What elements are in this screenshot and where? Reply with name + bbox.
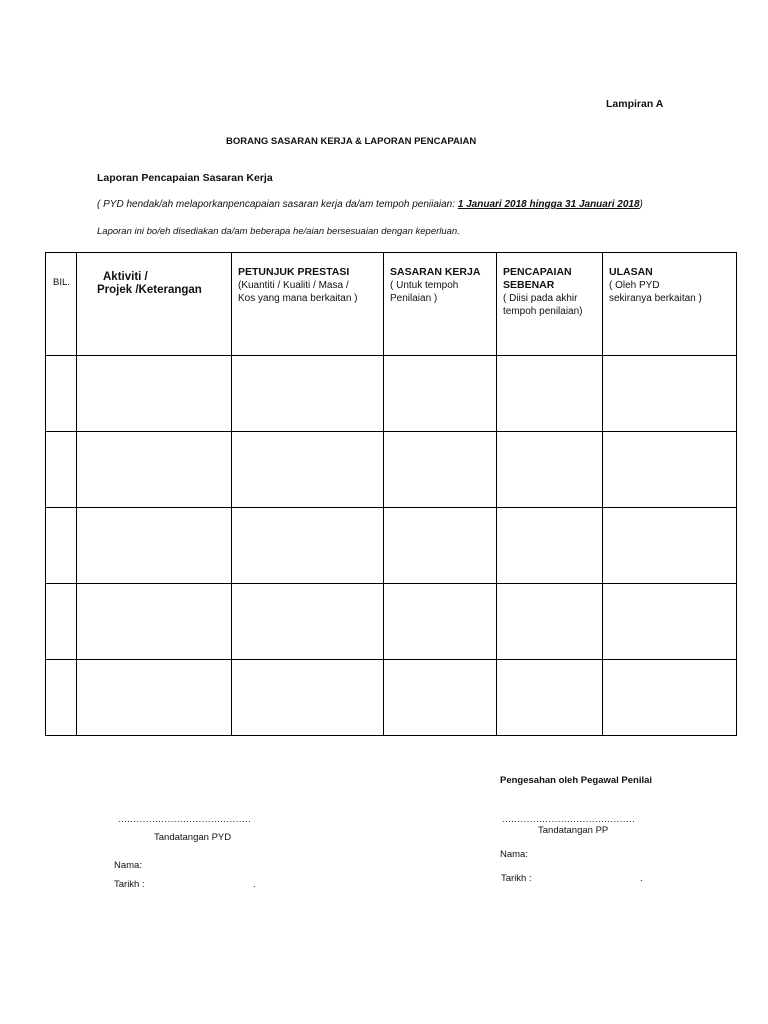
table-row [46, 432, 737, 508]
cell-pencapaian [497, 356, 603, 432]
cell-sasaran [384, 356, 497, 432]
cell-ulasan [603, 660, 737, 736]
cell-petunjuk [232, 508, 384, 584]
signature-label-pp: Tandatangan PP [538, 825, 609, 836]
col-pencapaian-title2: SEBENAR [503, 279, 555, 291]
sheets-note: Laporan ini bo/eh disediakan da/am beberapa he/aian bersesuaian dengan keperluan. [97, 226, 460, 237]
cell-pencapaian [497, 508, 603, 584]
cell-petunjuk [232, 584, 384, 660]
col-bil: BIL. [46, 253, 77, 356]
table-row [46, 584, 737, 660]
col-aktiviti-line2: Projek /Keterangan [97, 284, 202, 296]
instruction-prefix: ( PYD hendak/ah melaporkanpencapaian sasaran kerja da/am tempoh peniiaian: [97, 199, 458, 210]
table-row [46, 508, 737, 584]
approval-heading: Pengesahan oleh Pegawal Penilai [500, 775, 653, 786]
col-ulasan-title: ULASAN [609, 266, 653, 278]
cell-pencapaian [497, 584, 603, 660]
form-subtitle: Laporan Pencapaian Sasaran Kerja [97, 172, 273, 184]
assessment-period: 1 Januari 2018 hingga 31 Januari 2018 [457, 199, 640, 210]
cell-aktiviti [77, 584, 232, 660]
cell-aktiviti [77, 660, 232, 736]
name-label-pyd: Nama: [114, 860, 142, 871]
col-ulasan-sub2: sekiranya berkaitan ) [609, 293, 702, 304]
cell-aktiviti [77, 508, 232, 584]
col-petunjuk-prestasi [232, 253, 384, 356]
signature-line-pp: ........................................... [502, 814, 636, 824]
table-row [46, 660, 737, 736]
col-petunjuk-sub2: Kos yang mana berkaitan ) [238, 293, 358, 304]
cell-sasaran [384, 584, 497, 660]
cell-ulasan [603, 356, 737, 432]
col-petunjuk-sub1: (Kuantiti / Kualiti / Masa / [238, 280, 349, 291]
work-target-table [45, 252, 737, 736]
date-end-dot-pp: . [640, 873, 643, 884]
col-aktiviti [77, 253, 232, 356]
col-pencapaian-sebenar [497, 253, 603, 356]
instruction-suffix: ) [639, 199, 643, 210]
cell-aktiviti [77, 432, 232, 508]
date-label-pyd: Tarikh : [114, 879, 145, 890]
signature-label-pyd: Tandatangan PYD [154, 832, 232, 843]
cell-aktiviti [77, 356, 232, 432]
name-label-pp: Nama: [500, 849, 528, 860]
table-row [46, 356, 737, 432]
cell-pencapaian [497, 660, 603, 736]
cell-petunjuk [232, 660, 384, 736]
cell-petunjuk [232, 432, 384, 508]
lampiran-label: Lampiran A [606, 98, 664, 110]
date-label-pp: Tarikh : [501, 873, 532, 884]
col-ulasan [603, 253, 737, 356]
col-pencapaian-title1: PENCAPAIAN [503, 266, 572, 278]
cell-bil [46, 356, 77, 432]
col-pencapaian-sub2: tempoh penilaian) [503, 306, 583, 317]
table-header-row [46, 253, 737, 356]
cell-sasaran [384, 508, 497, 584]
cell-bil [46, 584, 77, 660]
table-body [46, 356, 737, 736]
col-ulasan-sub1: ( Oleh PYD [609, 280, 660, 291]
col-sasaran-sub2: Penilaian ) [390, 293, 438, 304]
cell-ulasan [603, 584, 737, 660]
cell-bil [46, 508, 77, 584]
col-sasaran-kerja [384, 253, 497, 356]
col-aktiviti-line1: Aktiviti / [103, 271, 148, 283]
instruction-note [97, 199, 643, 210]
signature-line-pyd: ........................................... [118, 814, 252, 824]
cell-ulasan [603, 508, 737, 584]
form-title: BORANG SASARAN KERJA & LAPORAN PENCAPAIAN [226, 136, 477, 147]
col-sasaran-title: SASARAN KERJA [390, 266, 481, 278]
cell-bil [46, 432, 77, 508]
cell-sasaran [384, 660, 497, 736]
col-sasaran-sub1: ( Untuk tempoh [390, 280, 459, 291]
col-petunjuk-title: PETUNJUK PRESTASI [238, 266, 350, 278]
date-end-dot-pyd: . [253, 879, 256, 890]
cell-pencapaian [497, 432, 603, 508]
cell-petunjuk [232, 356, 384, 432]
cell-ulasan [603, 432, 737, 508]
cell-bil [46, 660, 77, 736]
cell-sasaran [384, 432, 497, 508]
col-pencapaian-sub1: ( Diisi pada akhir [503, 293, 578, 304]
